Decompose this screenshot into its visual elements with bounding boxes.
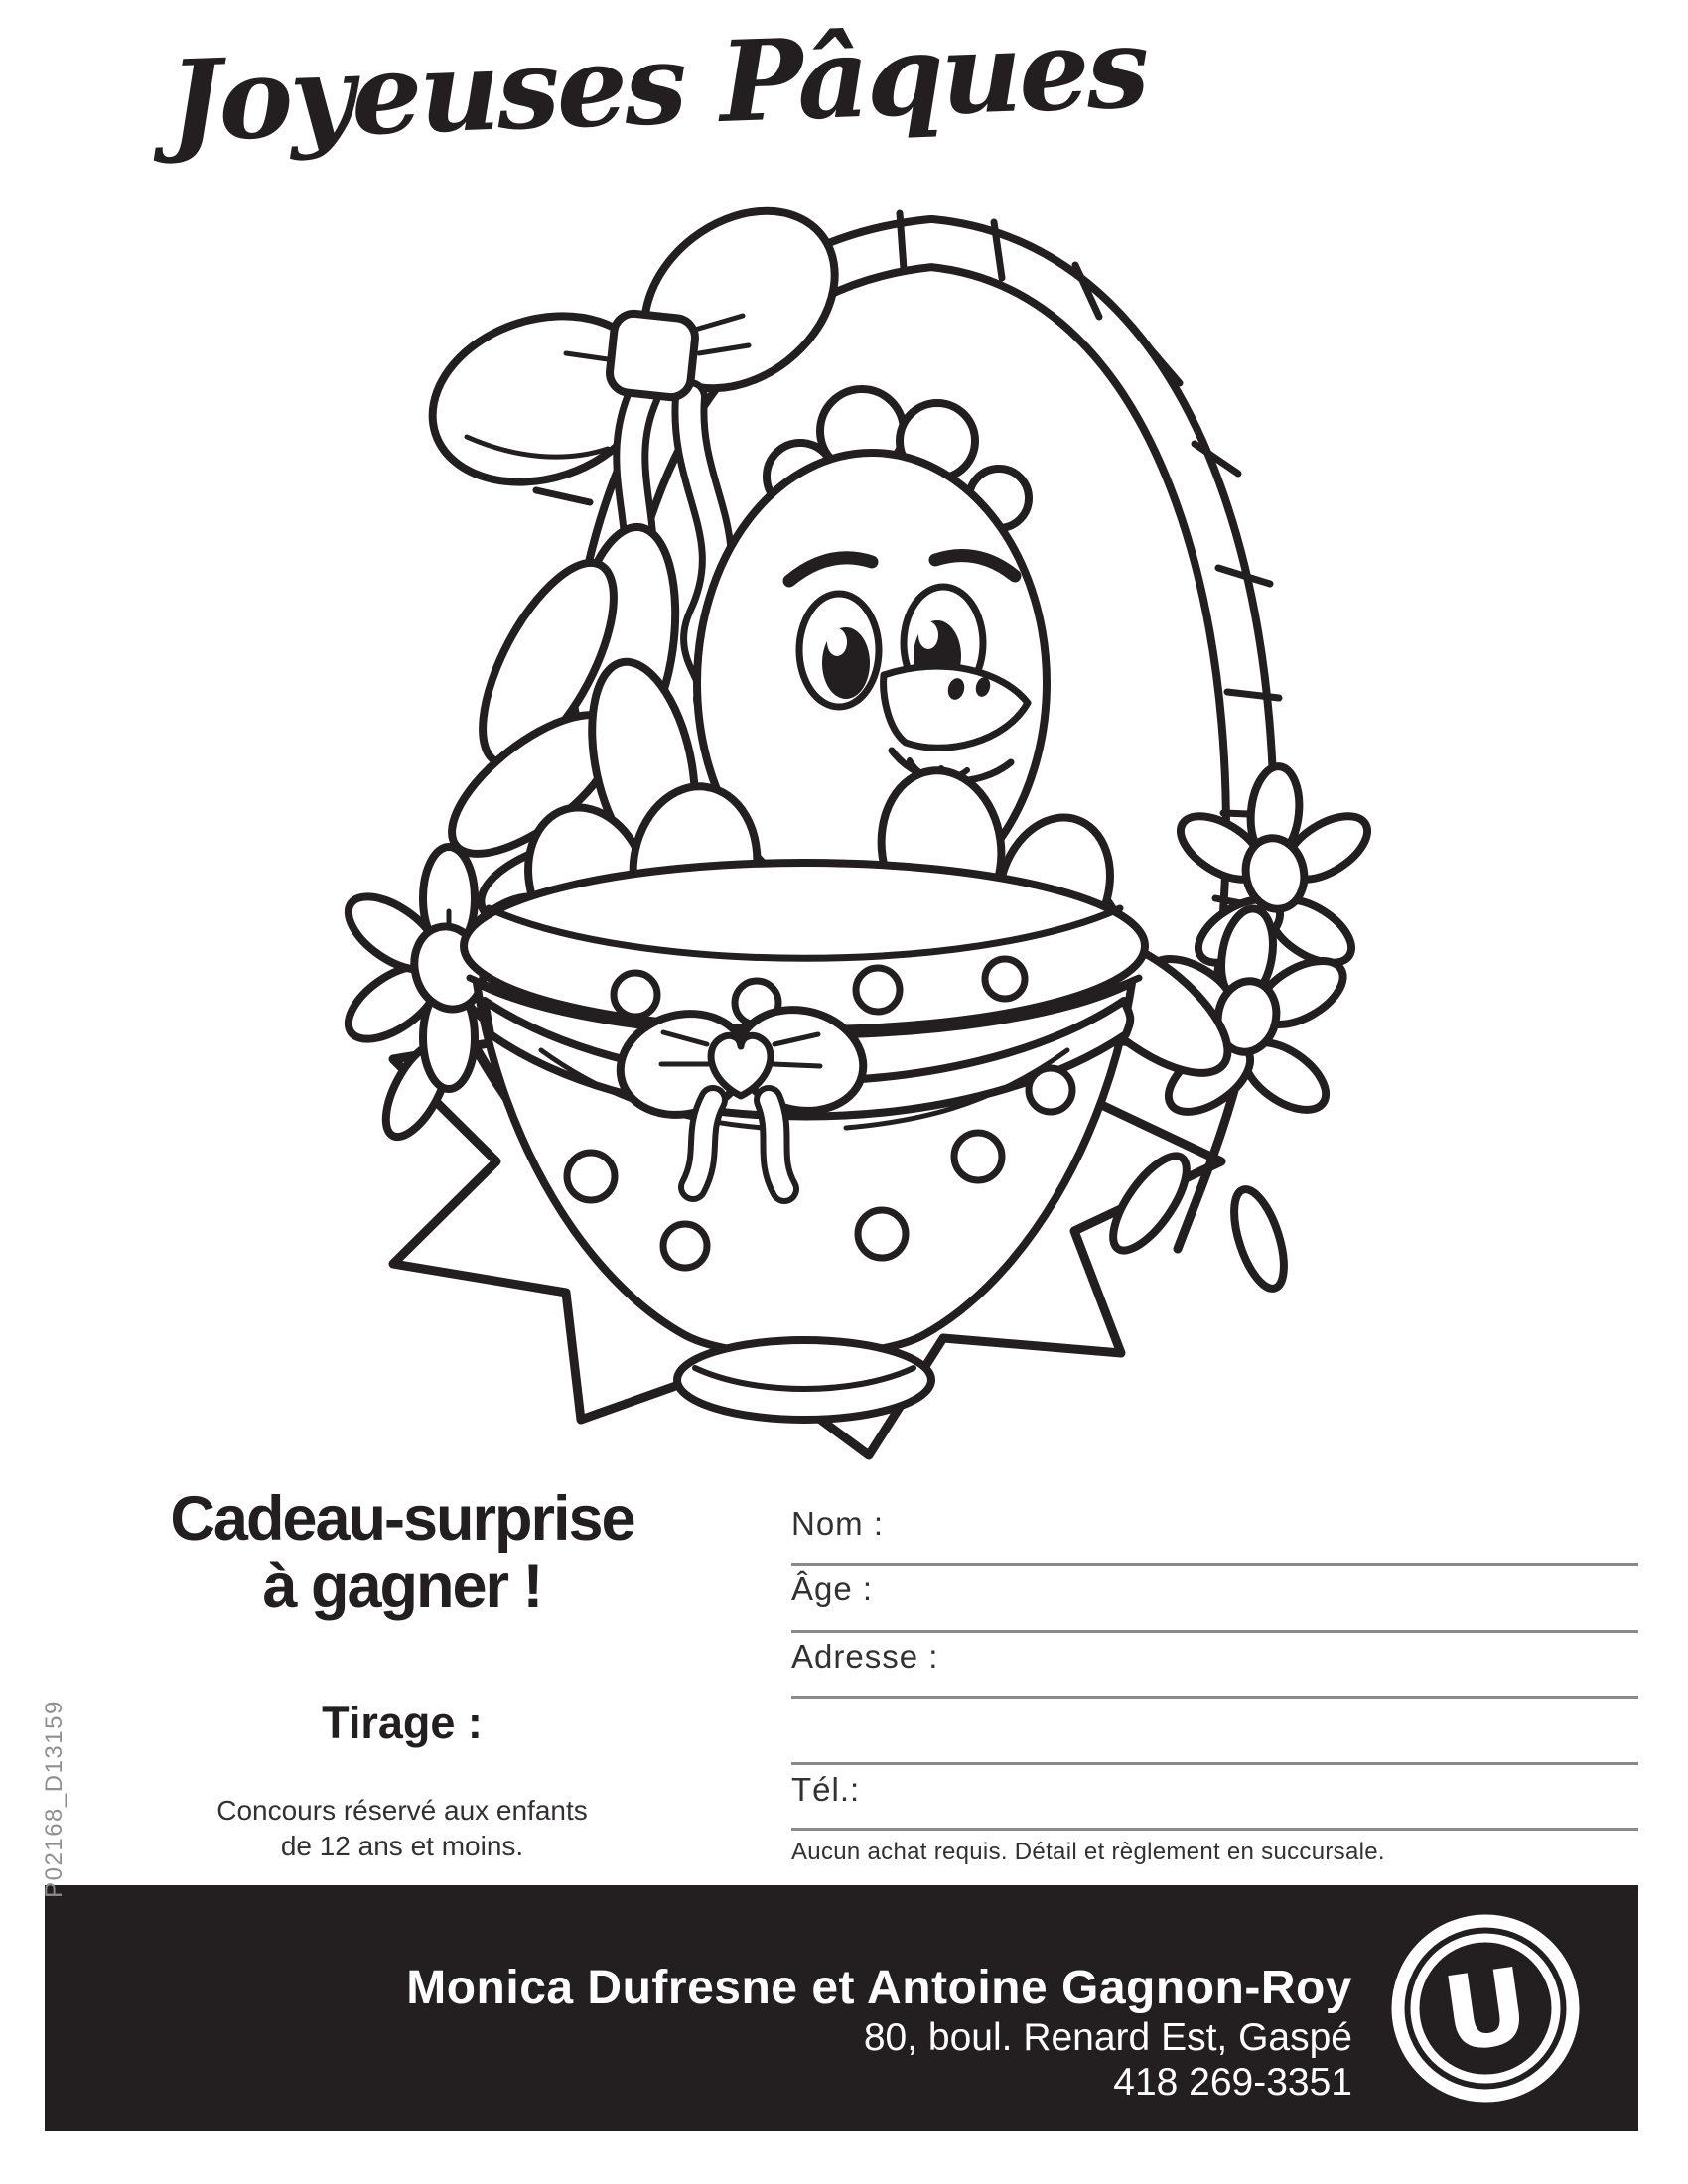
eligibility-line2: de 12 ans et moins. xyxy=(280,1831,524,1861)
phone-field-line[interactable] xyxy=(791,1828,1638,1831)
store-phone: 418 269-3351 xyxy=(1113,2061,1352,2104)
address-field-label: Adresse : xyxy=(791,1638,939,1675)
chick-icon xyxy=(697,389,1047,1087)
contest-disclaimer: Aucun achat requis. Détail et règlement en succursale. xyxy=(791,1839,1385,1865)
store-u-logo-icon xyxy=(1390,1913,1581,2104)
name-field-label: Nom : xyxy=(791,1505,885,1542)
address-field-line-2[interactable] xyxy=(791,1762,1638,1765)
easter-eggs-icon xyxy=(509,762,1127,972)
left-flower-icon xyxy=(336,847,561,1146)
eligibility-line1: Concours réservé aux enfants xyxy=(216,1795,588,1826)
draw-label: Tirage : xyxy=(322,1698,483,1748)
grass-icon xyxy=(393,869,1221,1455)
production-code: P02168_D13159 xyxy=(41,1700,68,1898)
wing-icon xyxy=(985,824,1249,1097)
prize-headline-line1: Cadeau-surprise xyxy=(170,1484,634,1554)
basket-bow-icon xyxy=(610,997,874,1189)
name-field-line[interactable] xyxy=(791,1563,1638,1566)
store-address: 80, boul. Renard Est, Gaspé xyxy=(863,2016,1352,2059)
logo-letter: U xyxy=(1435,1944,1536,2077)
prize-headline xyxy=(102,1485,702,1620)
phone-field-label: Tél.: xyxy=(791,1771,861,1808)
address-field-line[interactable] xyxy=(791,1696,1638,1699)
handle-stripes-icon xyxy=(529,213,1279,908)
handle-icon xyxy=(587,243,1250,978)
store-owners: Monica Dufresne et Antoine Gagnon-Roy xyxy=(406,1962,1352,2014)
age-field-label: Âge : xyxy=(791,1570,874,1607)
store-footer-bar xyxy=(45,1885,1638,2131)
prize-headline-line2: à gagner ! xyxy=(262,1552,542,1621)
eligibility-note xyxy=(102,1793,702,1864)
tail-feathers-icon xyxy=(430,520,711,944)
age-field-line[interactable] xyxy=(791,1630,1638,1633)
page-title: Joyeuses Pâques xyxy=(166,3,1149,168)
handle-bow-icon xyxy=(411,175,870,703)
basket-icon xyxy=(464,863,1145,1420)
polka-dots-icon xyxy=(567,959,1072,1268)
right-flowers-icon xyxy=(1100,764,1378,1295)
store-info xyxy=(406,1963,1352,2105)
